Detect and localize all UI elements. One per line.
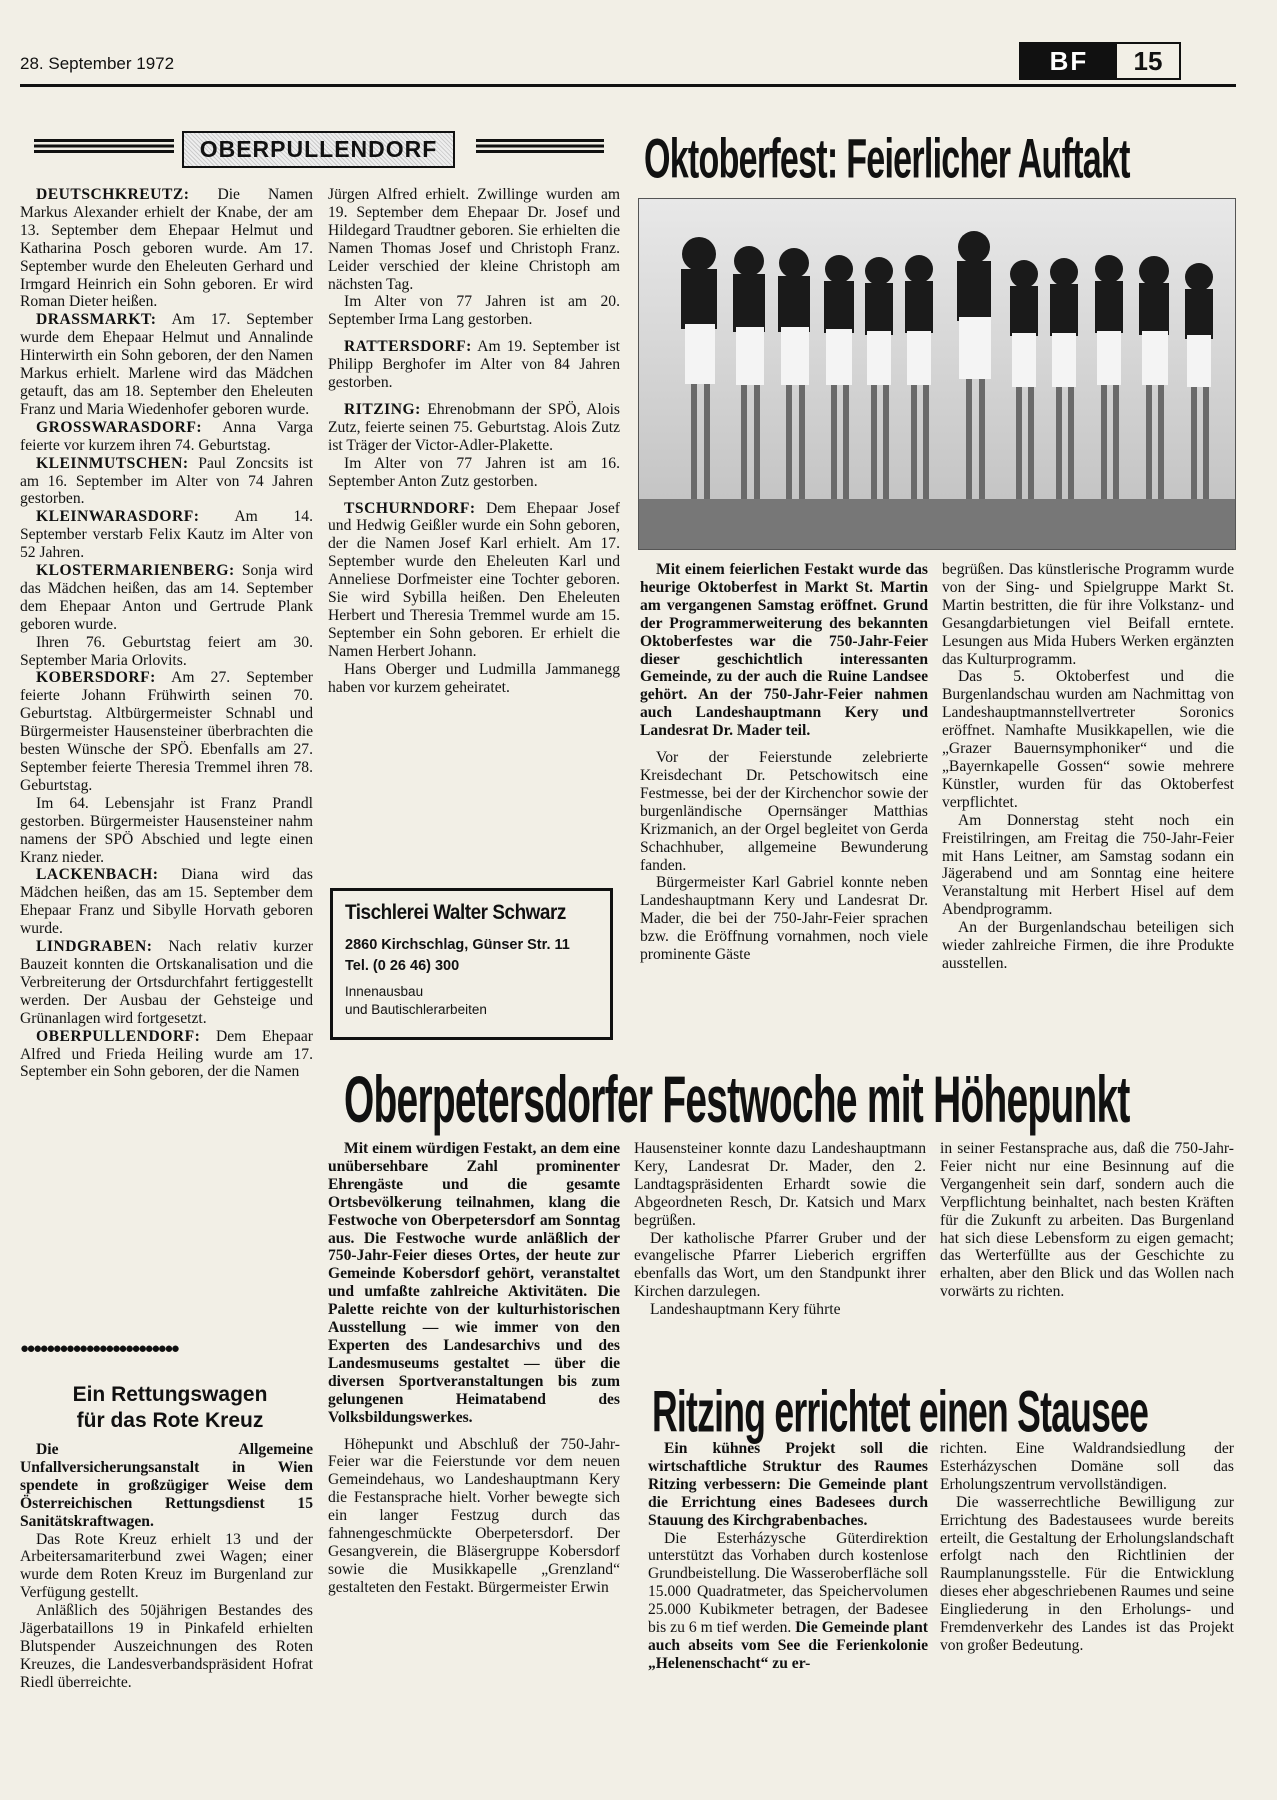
- article-oberpetersdorf-col-3: [940, 1140, 1234, 1301]
- ritzing-p1a: Die Esterházysche Güterdirektion unterstützt das Vorhaben durch kostenlose Grundbeistellung. Die Wasseroberfläche soll 15.000 Quadratmeter, das Speichervolumen 25.000 Kubikmeter betragen, der Badesee bis zu 6 m tief werden.: [648, 1529, 928, 1637]
- place-klostermarienberg: KLOSTERMARIENBERG:: [36, 562, 235, 580]
- ad-title: Tischlerei Walter Schwarz: [345, 901, 566, 924]
- text-oberpullendorf: Dem Ehepaar Alfred und Frieda Heiling wurde am 17. September ein Sohn geboren, der die Namen: [20, 1027, 313, 1081]
- ad-line-1: Innenausbau: [345, 984, 424, 999]
- page-number: 15: [1133, 45, 1163, 76]
- text-tschurndorf: Dem Ehepaar Josef und Hedwig Geißler wurde ein Sohn geboren, der die Namen Josef Karl erhielt. Am 17. September wurde den Eheleuten Karl und Anneliese Dorfmeister eine Tochter geboren. Sie wird Sybilla heißen. Den Eheleuten Herbert und Theresia Tremmel wurde am 15. September ein Sohn geboren. Er erhielt die Namen Herbert Johann.: [328, 499, 620, 660]
- text-lackenbach: Diana wird das Mädchen heißen, das am 15. September dem Ehepaar Franz und Sibylle Horvath geboren wurde.: [20, 866, 313, 938]
- place-tschurndorf: TSCHURNDORF:: [344, 499, 476, 517]
- text-ritzing-2: Im Alter von 77 Jahren ist am 16. September Anton Zutz gestorben.: [328, 454, 620, 490]
- text-kobersdorf-2: Im 64. Lebensjahr ist Franz Prandl gestorben. Bürgermeister Hausensteiner nahm namens der SPÖ Abschied und legte einen Kranz nieder.: [20, 794, 313, 866]
- text-kobersdorf: Am 27. September feierte Johann Frühwirth seinen 70. Geburtstag. Altbürgermeister Schnabl und Bürgermeister Hausensteiner überbrachten die besten Wünsche der SPÖ. Ebenfalls am 27. September feierte Theresia Tremmel ihren 78. Geburtstag.: [20, 669, 313, 794]
- headline-rotes-kreuz-line-2: für das Rote Kreuz: [76, 1409, 264, 1432]
- oktoberfest-p6: An der Burgenlandschau beteiligen sich wieder zahlreiche Firmen, die ihre Produkte ausstellen.: [942, 919, 1234, 972]
- text-oberpullendorf-cont-2: Im Alter von 77 Jahren ist am 20. September Irma Lang gestorben.: [328, 293, 620, 329]
- text-drassmarkt: Am 17. September wurde dem Ehepaar Helmut und Annalinde Hinterwirth ein Sohn geboren, der den Namen Markus erhielt. Marlene wird das Mädchen getauft, das am 18. September den Eheleuten Franz und Maria Wiedenhofer geboren wurde.: [20, 311, 313, 418]
- oberpetersdorf-p2: Hausensteiner konnte dazu Landeshauptmann Kery, Landesrat Dr. Mader, den 2. Landtagspräsidenten Erhardt sowie die Abgeordneten Resch, Dr. Katsich und Marx begrüßen.: [634, 1140, 926, 1229]
- place-lackenbach: LACKENBACH:: [36, 866, 159, 884]
- place-kobersdorf: KOBERSDORF:: [36, 669, 156, 687]
- dot-divider: ●●●●●●●●●●●●●●●●●●●●●●●●: [20, 1342, 178, 1356]
- rotes-kreuz-p1: Das Rote Kreuz erhielt 13 und der Arbeitersamariterbund zwei Wagen; einer wurde dem Roten Kreuz im Burgenland zur Verfügung gestellt.: [20, 1530, 313, 1602]
- text-kleinmutschen: Paul Zoncsits ist am 16. September im Alter von 74 Jahren gestorben.: [20, 454, 313, 508]
- place-grosswarasdorf: GROSSWARASDORF:: [36, 418, 203, 436]
- text-ritzing: Ehrenobmann der SPÖ, Alois Zutz, feierte seinen 75. Geburtstag. Alois Zutz ist Träger der Victor-Adler-Plakette.: [328, 400, 620, 454]
- text-klostermarienberg-2: Ihren 76. Geburtstag feiert am 30. September Maria Orlovits.: [20, 633, 313, 669]
- text-deutschkreutz: Die Namen Markus Alexander erhielt der Knabe, der am 13. September dem Ehepaar Helmut und Katharina Posch geboren wurde. Am 17. September wurde den Eheleuten Gerhard und Irmgard Heinrich ein Sohn geboren. Er wird Roman Dieter heißen.: [20, 186, 313, 311]
- ad-line-2: und Bautischlerarbeiten: [345, 1002, 487, 1017]
- oktoberfest-p2: Bürgermeister Karl Gabriel konnte neben Landeshauptmann Kery und Landesrat Dr. Mader, die bei der 750-Jahr-Feier sprachen bzw. die Eröffnung vornahmen, noch viele prominente Gäste: [640, 874, 928, 964]
- text-kleinwarasdorf: Am 14. September verstarb Felix Kautz im Alter von 52 Jahren.: [20, 508, 313, 562]
- photo-dancers-image: [639, 199, 1235, 549]
- place-rattersdorf: RATTERSDORF:: [344, 338, 472, 356]
- oktoberfest-p1: Vor der Feierstunde zelebrierte Kreisdechant Dr. Petschowitsch eine Festmesse, bei der der Kirchenchor sowie der burgenländische Opernsänger Matthias Krizmanich, an der Orgel begleitet von Gerda Schachhuber, allgemeine Bewunderung fanden.: [640, 749, 928, 874]
- region-rule-left: [34, 139, 174, 153]
- ad-address: 2860 Kirchschlag, Günser Str. 11: [345, 937, 570, 953]
- headline-rotes-kreuz: [20, 1382, 320, 1434]
- ritzing-p1b: Die Gemeinde plant auch abseits vom See die Ferienkolonie „Helenenschacht“ zu er-: [648, 1619, 928, 1672]
- column-local-news-1: [20, 186, 313, 1081]
- oberpetersdorf-p4: Landeshauptmann Kery führte: [650, 1301, 841, 1319]
- column-local-news-2: [328, 186, 620, 696]
- article-oberpetersdorf-col-2: [634, 1140, 926, 1319]
- oberpetersdorf-lead: Mit einem würdigen Festakt, an dem eine unübersehbare Zahl prominenter Ehrengäste und die gesamte Ortsbevölkerung teilnahmen, klang die Festwoche von Oberpetersdorf am Sonntag aus. Die Festwoche wurde anläßlich der 750-Jahr-Feier dieses Ortes, der heute zur Gemeinde Kobersdorf gehört, veranstaltet und umfaßte zahlreiche Aktivitäten. Die Palette reichte von der kulturhistorischen Ausstellung — wie immer von den Experten des Landesarchivs und des Landesmuseums gestaltet — über die diversen Sportveranstaltungen bis zum gelungenen Heimatabend des Volksbildungswerkes.: [328, 1140, 620, 1426]
- place-oberpullendorf: OBERPULLENDORF:: [36, 1027, 201, 1045]
- place-kleinmutschen: KLEINMUTSCHEN:: [36, 454, 189, 472]
- ad-phone: Tel. (0 26 46) 300: [345, 958, 460, 974]
- place-kleinwarasdorf: KLEINWARASDORF:: [36, 508, 200, 526]
- section-label: BF: [1021, 44, 1117, 78]
- text-tschurndorf-2: Hans Oberger und Ludmilla Jammanegg haben vor kurzem geheiratet.: [328, 660, 620, 696]
- oberpetersdorf-p3: Der katholische Pfarrer Gruber und der evangelische Pfarrer Lieberich ergriffen ebenfalls das Wort, um den Standpunkt ihrer Kirchen darzulegen.: [634, 1229, 926, 1301]
- header-rule: [20, 84, 1236, 87]
- headline-oberpetersdorf: Oberpetersdorfer Festwoche mit Höhepunkt: [344, 1063, 1130, 1137]
- oktoberfest-p3: begrüßen. Das künstlerische Programm wurde von der Sing- und Spielgruppe Markt St. Martin bestritten, die für ihre Volkstanz- und Gesangdarbietungen viel Beifall erntete. Lesungen aus Mida Hubers Werken ergänzten das Kulturprogramm.: [942, 561, 1234, 668]
- article-oktoberfest-col-1: [640, 561, 928, 964]
- rotes-kreuz-lead: Die Allgemeine Unfallversicherungsanstalt in Wien spendete in großzügiger Weise dem Österreichischen Rettungsdienst 15 Sanitätskraftwagen.: [20, 1441, 313, 1530]
- place-ritzing: RITZING:: [344, 400, 421, 418]
- region-banner: OBERPULLENDORF: [182, 131, 455, 168]
- headline-ritzing: Ritzing errichtet einen Stausee: [652, 1380, 1149, 1445]
- section-badge: [1019, 42, 1181, 80]
- text-oberpullendorf-cont: Jürgen Alfred erhielt. Zwillinge wurden am 19. September dem Ehepaar Dr. Josef und Hildegard Traudtner geboren. Sie erhielten die Namen Thomas Josef und Christoph Franz. Leider verschied der kleine Christoph am nächsten Tag.: [328, 186, 620, 293]
- oktoberfest-p5: Am Donnerstag steht noch ein Freistilringen, am Freitag die 750-Jahr-Feier mit Hans Leitner, am Samstag sodann ein Jägerabend und am Sonntag eine heitere Veranstaltung mit Herbert Hisel auf dem Abendprogramm.: [942, 811, 1234, 919]
- text-lindgraben: Nach relativ kurzer Bauzeit konnten die Ortskanalisation und die Verbreiterung der Ortsdurchfahrt fertiggestellt werden. Der Ausbau der Gehsteige und Grünanlagen wird fortgesetzt.: [20, 938, 313, 1027]
- photo-dancers: [638, 198, 1236, 550]
- advertisement-tischlerei: [330, 888, 613, 1040]
- text-grosswarasdorf: Anna Varga feierte vor kurzem ihren 74. Geburtstag.: [20, 418, 313, 454]
- place-lindgraben: LINDGRABEN:: [36, 938, 153, 956]
- text-rattersdorf: Am 19. September ist Philipp Berghofer im Alter von 84 Jahren gestorben.: [328, 338, 620, 392]
- ritzing-p3: Die wasserrechtliche Bewilligung zur Errichtung des Badestausees wurde bereits erteilt, die Gestaltung der Erholungslandschaft erfolgt nach den Richtlinien der Raumplanungsstelle. Für die Entwicklung dieses eher abgeschriebenen Raumes und seine Eingliederung in den Erholungs- und Fremdenverkehr des Landes ist das Projekt von großer Bedeutung.: [940, 1493, 1235, 1654]
- place-deutschkreutz: DEUTSCHKREUTZ:: [36, 186, 190, 203]
- headline-oktoberfest: Oktoberfest: Feierlicher Auftakt: [644, 127, 1130, 190]
- article-oberpetersdorf-col-1: [328, 1140, 620, 1597]
- oktoberfest-p4: Das 5. Oktoberfest und die Burgenlandschau wurden am Nachmittag von Landeshauptmannstellvertreter Soronics eröffnet. Namhafte Musikkapellen, wie die „Grazer Bauernsymphoniker“ und die „Bayernkapelle Gossen“ sowie mehrere Künstler, wurden für das Oktoberfest verpflichtet.: [942, 668, 1234, 811]
- article-ritzing-col-1: [648, 1440, 928, 1673]
- ritzing-p2: richten. Eine Waldrandsiedlung der Esterházyschen Domäne soll das Erholungszentrum vervollständigen.: [940, 1440, 1234, 1493]
- article-rotes-kreuz: [20, 1441, 313, 1692]
- oberpetersdorf-p1: Höhepunkt und Abschluß der 750-Jahr-Feier war die Feierstunde vor dem neuen Gemeindehaus, wo Landeshauptmann Kery die Festansprache hielt. Vorher bewegte sich ein langer Festzug durch das fahnengeschmückte Oberpetersdorf. Der Gesangverein, die Bläsergruppe Kobersdorf sowie die Musikkapelle „Grenzland“ gestalteten den Festakt. Bürgermeister Erwin: [328, 1435, 620, 1596]
- region-rule-right: [476, 139, 604, 153]
- issue-date: 28. September 1972: [20, 54, 175, 73]
- place-drassmarkt: DRASSMARKT:: [36, 311, 157, 329]
- rotes-kreuz-p2: Anläßlich des 50jährigen Bestandes des Jägerbataillons 19 in Pinkafeld erhielten Blutspender Auszeichnungen des Roten Kreuzes, die Landesverbandspräsident Hofrat Riedl überreichte.: [20, 1602, 313, 1691]
- text-klostermarienberg: Sonja wird das Mädchen heißen, das am 14. September dem Ehepaar Anton und Gertrude Plank geboren wurde.: [20, 562, 313, 633]
- oberpetersdorf-p5: in seiner Festansprache aus, daß die 750-Jahr-Feier nicht nur eine Besinnung auf die Vergangenheit sein darf, sondern auch die Verpflichtung beinhaltet, nach besten Kräften für die Zukunft zu arbeiten. Das Burgenland hat sich diese Lebensform zu eigen gemacht; das Werterfüllte aus der Geschichte zu erhalten, aber den Blick und das Wollen nach vorwärts zu richten.: [940, 1140, 1234, 1301]
- headline-rotes-kreuz-line-1: Ein Rettungswagen: [72, 1383, 268, 1406]
- article-oktoberfest-col-2: [942, 561, 1234, 973]
- oktoberfest-lead: Mit einem feierlichen Festakt wurde das heurige Oktoberfest in Markt St. Martin am vergangenen Samstag eröffnet. Grund der Programmerweiterung des bekannten Oktoberfestes war die 750-Jahr-Feier dieser geschichtlich interessanten Gemeinde, zu der auch die Ruine Landsee gehört. An der 750-Jahr-Feier nahmen auch Landeshauptmann Kery und Landesrat Dr. Mader teil.: [640, 561, 928, 740]
- ritzing-lead: Ein kühnes Projekt soll die wirtschaftliche Struktur des Raumes Ritzing verbessern: Die Gemeinde plant die Errichtung eines Badesees durch Stauung des Kirchgrabenbaches.: [648, 1440, 928, 1529]
- article-ritzing-col-2: [940, 1440, 1234, 1655]
